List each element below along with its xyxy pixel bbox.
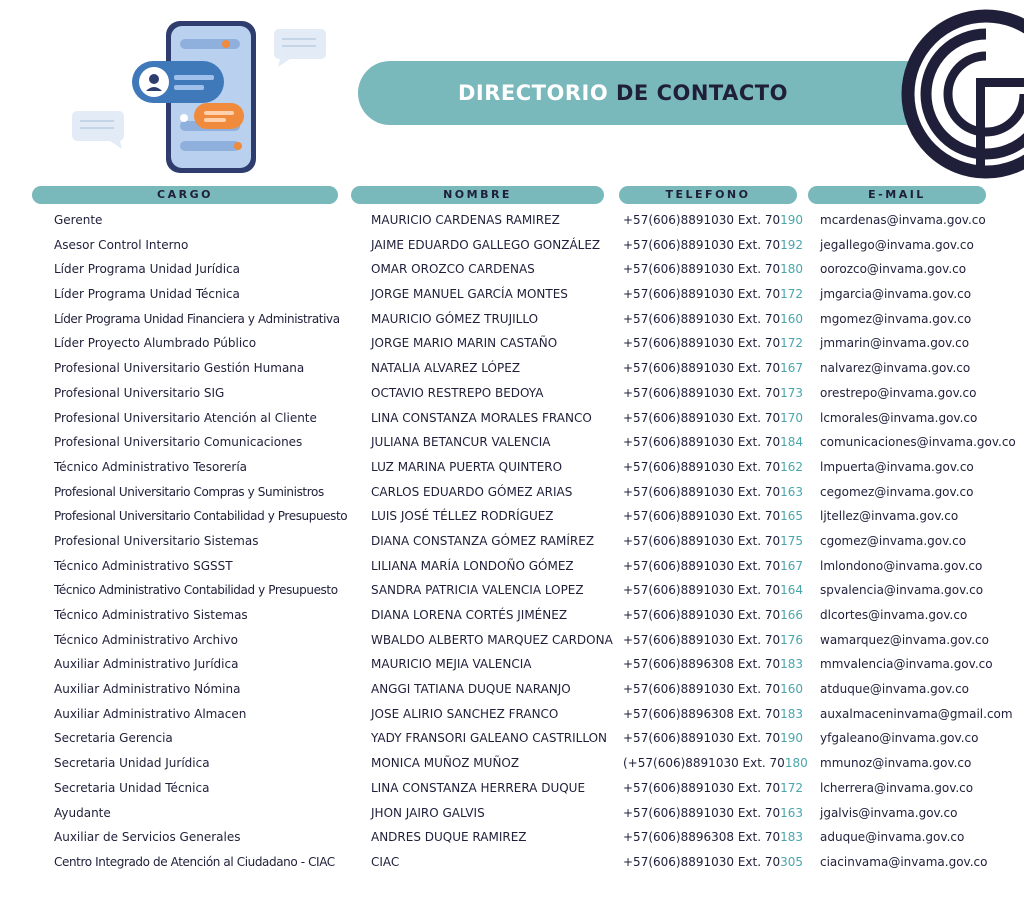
cargo-cell: Líder Programa Unidad Financiera y Administrativa — [54, 311, 340, 326]
table-row — [0, 703, 1024, 728]
telefono-extension: 184 — [780, 435, 804, 450]
telefono-extension: 163 — [780, 805, 804, 820]
cargo-cell: Profesional Universitario Comunicaciones — [54, 435, 303, 450]
telefono-extension: 176 — [780, 632, 804, 647]
email-cell[interactable]: comunicaciones@invama.gov.co — [820, 435, 1016, 450]
telefono-extension: 163 — [780, 484, 804, 499]
telefono-prefix: +57(606)8891030 Ext. 70 — [623, 385, 781, 400]
telefono-extension: 167 — [780, 361, 804, 376]
nombre-cell: OMAR OROZCO CARDENAS — [371, 262, 535, 277]
email-cell[interactable]: wamarquez@invama.gov.co — [820, 632, 989, 647]
nombre-cell: LUZ MARINA PUERTA QUINTERO — [371, 459, 563, 474]
nombre-cell: MONICA MUÑOZ MUÑOZ — [371, 756, 520, 771]
email-cell[interactable]: spvalencia@invama.gov.co — [820, 583, 984, 598]
telefono-cell — [623, 781, 803, 795]
nombre-cell: CIAC — [371, 854, 400, 869]
table-row — [0, 727, 1024, 752]
telefono-cell — [623, 435, 803, 449]
cargo-cell: Líder Proyecto Alumbrado Público — [54, 336, 257, 351]
cargo-cell: Técnico Administrativo Contabilidad y Presupuesto — [54, 583, 338, 598]
email-cell[interactable]: mmunoz@invama.gov.co — [820, 756, 972, 771]
table-row — [0, 258, 1024, 283]
table-row — [0, 234, 1024, 259]
telefono-extension: 160 — [780, 311, 804, 326]
column-header-cargo: CARGO — [32, 186, 338, 204]
telefono-cell — [623, 485, 803, 499]
nombre-cell: SANDRA PATRICIA VALENCIA LOPEZ — [371, 583, 584, 598]
table-row — [0, 579, 1024, 604]
email-cell[interactable]: jegallego@invama.gov.co — [820, 237, 974, 252]
telefono-prefix: +57(606)8891030 Ext. 70 — [623, 632, 781, 647]
email-cell[interactable]: jmgarcia@invama.gov.co — [820, 287, 972, 302]
nombre-cell: JULIANA BETANCUR VALENCIA — [371, 435, 551, 450]
telefono-extension: 183 — [780, 657, 804, 672]
nombre-cell: LILIANA MARÍA LONDOÑO GÓMEZ — [371, 558, 574, 573]
telefono-extension: 164 — [780, 583, 804, 598]
email-cell[interactable]: dlcortes@invama.gov.co — [820, 608, 968, 622]
telefono-cell — [623, 336, 803, 350]
title-part-2: DE CONTACTO — [616, 81, 788, 105]
email-cell[interactable]: lcherrera@invama.gov.co — [820, 780, 974, 795]
telefono-prefix: +57(606)8891030 Ext. 70 — [623, 237, 781, 252]
telefono-prefix: +57(606)8891030 Ext. 70 — [623, 336, 781, 351]
telefono-cell — [623, 731, 803, 745]
title-part-1: DIRECTORIO — [458, 81, 609, 105]
nombre-cell: JOSE ALIRIO SANCHEZ FRANCO — [371, 706, 559, 721]
nombre-cell: LUIS JOSÉ TÉLLEZ RODRÍGUEZ — [371, 509, 554, 524]
email-cell[interactable]: mgomez@invama.gov.co — [820, 311, 972, 326]
telefono-prefix: (+57(606)8891030 Ext. 70 — [623, 756, 785, 771]
telefono-prefix: +57(606)8891030 Ext. 70 — [623, 533, 781, 548]
nombre-cell: MAURICIO MEJIA VALENCIA — [371, 657, 532, 672]
cargo-cell: Asesor Control Interno — [54, 237, 189, 252]
nombre-cell: JAIME EDUARDO GALLEGO GONZÁLEZ — [371, 237, 601, 252]
table-row — [0, 851, 1024, 876]
telefono-extension: 192 — [780, 237, 804, 252]
nombre-cell: LINA CONSTANZA HERRERA DUQUE — [371, 780, 586, 795]
telefono-cell — [623, 361, 803, 375]
nombre-cell: WBALDO ALBERTO MARQUEZ CARDONA — [371, 632, 613, 647]
cargo-cell: Profesional Universitario Contabilidad y Presupuesto — [54, 509, 348, 524]
email-cell[interactable]: auxalmaceninvama@gmail.com — [820, 706, 1013, 721]
telefono-prefix: +57(606)8896308 Ext. 70 — [623, 706, 781, 721]
telefono-extension: 172 — [780, 287, 804, 302]
nombre-cell: ANDRES DUQUE RAMIREZ — [371, 830, 527, 845]
telefono-extension: 180 — [784, 756, 808, 771]
telefono-extension: 173 — [780, 385, 804, 400]
nombre-cell: YADY FRANSORI GALEANO CASTRILLON — [371, 731, 608, 746]
table-row — [0, 678, 1024, 703]
telefono-extension: 166 — [780, 608, 804, 622]
telefono-cell — [623, 460, 803, 474]
table-row — [0, 555, 1024, 580]
telefono-prefix: +57(606)8891030 Ext. 70 — [623, 608, 781, 622]
table-row — [0, 209, 1024, 234]
email-cell[interactable]: oorozco@invama.gov.co — [820, 262, 967, 277]
telefono-cell — [623, 657, 803, 671]
table-row — [0, 629, 1024, 654]
email-cell[interactable]: cgomez@invama.gov.co — [820, 533, 967, 548]
email-cell[interactable]: lmpuerta@invama.gov.co — [820, 459, 974, 474]
telefono-prefix: +57(606)8891030 Ext. 70 — [623, 682, 781, 697]
telefono-cell — [623, 855, 803, 869]
table-row — [0, 653, 1024, 678]
email-cell[interactable]: nalvarez@invama.gov.co — [820, 361, 971, 376]
telefono-cell — [623, 608, 803, 622]
nombre-cell: DIANA LORENA CORTÉS JIMÉNEZ — [371, 608, 568, 622]
table-row — [0, 283, 1024, 308]
telefono-extension: 172 — [780, 780, 804, 795]
cargo-cell: Líder Programa Unidad Técnica — [54, 287, 240, 302]
email-cell[interactable]: lcmorales@invama.gov.co — [820, 410, 978, 425]
table-row — [0, 505, 1024, 530]
telefono-cell — [623, 213, 803, 227]
telefono-prefix: +57(606)8891030 Ext. 70 — [623, 854, 781, 869]
telefono-cell — [623, 386, 803, 400]
telefono-extension: 190 — [780, 213, 804, 227]
email-cell[interactable]: aduque@invama.gov.co — [820, 830, 965, 845]
table-row — [0, 456, 1024, 481]
email-cell[interactable]: yfgaleano@invama.gov.co — [820, 731, 979, 746]
telefono-cell — [623, 509, 803, 523]
cargo-cell: Secretaria Unidad Jurídica — [54, 756, 210, 771]
invama-logo-icon — [900, 8, 1024, 180]
table-row — [0, 777, 1024, 802]
telefono-prefix: +57(606)8896308 Ext. 70 — [623, 830, 781, 845]
telefono-cell — [623, 411, 803, 425]
telefono-prefix: +57(606)8891030 Ext. 70 — [623, 509, 781, 524]
telefono-prefix: +57(606)8891030 Ext. 70 — [623, 558, 781, 573]
cargo-cell: Líder Programa Unidad Jurídica — [54, 262, 241, 277]
telefono-prefix: +57(606)8891030 Ext. 70 — [623, 805, 781, 820]
cargo-cell: Gerente — [54, 213, 103, 227]
telefono-cell — [623, 287, 803, 301]
telefono-cell — [623, 312, 803, 326]
telefono-cell — [623, 806, 803, 820]
cargo-cell: Técnico Administrativo Sistemas — [54, 608, 248, 622]
telefono-cell — [623, 756, 808, 770]
page-title — [458, 61, 788, 125]
nombre-cell: ANGGI TATIANA DUQUE NARANJO — [371, 682, 571, 697]
telefono-cell — [623, 682, 803, 696]
table-row — [0, 407, 1024, 432]
cargo-cell: Técnico Administrativo Archivo — [54, 632, 238, 647]
telefono-prefix: +57(606)8891030 Ext. 70 — [623, 583, 781, 598]
telefono-extension: 167 — [780, 558, 804, 573]
email-cell[interactable]: cegomez@invama.gov.co — [820, 484, 974, 499]
cargo-cell: Auxiliar Administrativo Almacen — [54, 706, 247, 721]
telefono-cell — [623, 238, 803, 252]
column-header-email: E-MAIL — [808, 186, 986, 204]
telefono-prefix: +57(606)8891030 Ext. 70 — [623, 731, 781, 746]
cargo-cell: Ayudante — [54, 805, 111, 820]
table-row — [0, 382, 1024, 407]
telefono-prefix: +57(606)8891030 Ext. 70 — [623, 311, 781, 326]
telefono-cell — [623, 633, 803, 647]
phone-chat-illustration — [70, 15, 340, 180]
table-row — [0, 357, 1024, 382]
telefono-cell — [623, 559, 803, 573]
nombre-cell: JHON JAIRO GALVIS — [371, 805, 485, 820]
telefono-extension: 162 — [780, 459, 804, 474]
cargo-cell: Profesional Universitario Compras y Suministros — [54, 484, 324, 499]
table-row — [0, 530, 1024, 555]
email-cell[interactable]: atduque@invama.gov.co — [820, 682, 970, 697]
nombre-cell: CARLOS EDUARDO GÓMEZ ARIAS — [371, 484, 573, 499]
nombre-cell: JORGE MARIO MARIN CASTAÑO — [371, 336, 558, 351]
telefono-extension: 183 — [780, 830, 804, 845]
cargo-cell: Secretaria Unidad Técnica — [54, 780, 210, 795]
table-row — [0, 332, 1024, 357]
telefono-prefix: +57(606)8891030 Ext. 70 — [623, 262, 781, 277]
table-row — [0, 802, 1024, 827]
nombre-cell: OCTAVIO RESTREPO BEDOYA — [371, 385, 544, 400]
email-cell[interactable]: mmvalencia@invama.gov.co — [820, 657, 993, 672]
email-cell[interactable]: jgalvis@invama.gov.co — [820, 805, 958, 820]
cargo-cell: Profesional Universitario SIG — [54, 385, 225, 400]
cargo-cell: Secretaria Gerencia — [54, 731, 173, 746]
telefono-prefix: +57(606)8891030 Ext. 70 — [623, 287, 781, 302]
title-banner — [358, 61, 958, 125]
telefono-prefix: +57(606)8896308 Ext. 70 — [623, 657, 781, 672]
column-header-nombre: NOMBRE — [351, 186, 604, 204]
nombre-cell: NATALIA ALVAREZ LÓPEZ — [371, 361, 521, 376]
cargo-cell: Profesional Universitario Sistemas — [54, 533, 259, 548]
cargo-cell: Profesional Universitario Atención al Cliente — [54, 410, 317, 425]
telefono-extension: 172 — [780, 336, 804, 351]
telefono-extension: 183 — [780, 706, 804, 721]
cargo-cell: Centro Integrado de Atención al Ciudadano - CIAC — [54, 854, 335, 869]
telefono-prefix: +57(606)8891030 Ext. 70 — [623, 361, 781, 376]
cargo-cell: Auxiliar de Servicios Generales — [54, 830, 241, 845]
contact-table — [0, 209, 1024, 876]
email-cell[interactable]: mcardenas@invama.gov.co — [820, 213, 986, 227]
telefono-prefix: +57(606)8891030 Ext. 70 — [623, 484, 781, 499]
telefono-extension: 190 — [780, 731, 804, 746]
cargo-cell: Profesional Universitario Gestión Humana — [54, 361, 305, 376]
nombre-cell: JORGE MANUEL GARCÍA MONTES — [371, 287, 568, 302]
table-row — [0, 604, 1024, 629]
table-row — [0, 481, 1024, 506]
telefono-extension: 180 — [780, 262, 804, 277]
telefono-extension: 170 — [780, 410, 804, 425]
telefono-prefix: +57(606)8891030 Ext. 70 — [623, 780, 781, 795]
email-cell[interactable]: ciacinvama@invama.gov.co — [820, 854, 988, 869]
telefono-extension: 165 — [780, 509, 804, 524]
cargo-cell: Técnico Administrativo Tesorería — [54, 459, 248, 474]
cargo-cell: Auxiliar Administrativo Jurídica — [54, 657, 239, 672]
telefono-prefix: +57(606)8891030 Ext. 70 — [623, 213, 781, 227]
email-cell[interactable]: orestrepo@invama.gov.co — [820, 385, 977, 400]
telefono-prefix: +57(606)8891030 Ext. 70 — [623, 459, 781, 474]
column-header-telefono: TELEFONO — [619, 186, 797, 204]
telefono-prefix: +57(606)8891030 Ext. 70 — [623, 410, 781, 425]
email-cell[interactable]: jmmarin@invama.gov.co — [820, 336, 970, 351]
table-row — [0, 752, 1024, 777]
telefono-cell — [623, 534, 803, 548]
table-row — [0, 308, 1024, 333]
nombre-cell: DIANA CONSTANZA GÓMEZ RAMÍREZ — [371, 533, 595, 548]
nombre-cell: LINA CONSTANZA MORALES FRANCO — [371, 410, 592, 425]
email-cell[interactable]: ljtellez@invama.gov.co — [820, 509, 959, 524]
table-row — [0, 826, 1024, 851]
cargo-cell: Auxiliar Administrativo Nómina — [54, 682, 241, 697]
telefono-cell — [623, 707, 803, 721]
table-row — [0, 431, 1024, 456]
telefono-cell — [623, 583, 803, 597]
telefono-prefix: +57(606)8891030 Ext. 70 — [623, 435, 781, 450]
telefono-extension: 175 — [780, 533, 804, 548]
cargo-cell: Técnico Administrativo SGSST — [54, 558, 233, 573]
email-cell[interactable]: lmlondono@invama.gov.co — [820, 558, 983, 573]
telefono-extension: 305 — [780, 854, 804, 869]
telefono-cell — [623, 830, 803, 844]
telefono-cell — [623, 262, 803, 276]
nombre-cell: MAURICIO CARDENAS RAMIREZ — [371, 213, 560, 227]
telefono-extension: 160 — [780, 682, 804, 697]
nombre-cell: MAURICIO GÓMEZ TRUJILLO — [371, 311, 539, 326]
